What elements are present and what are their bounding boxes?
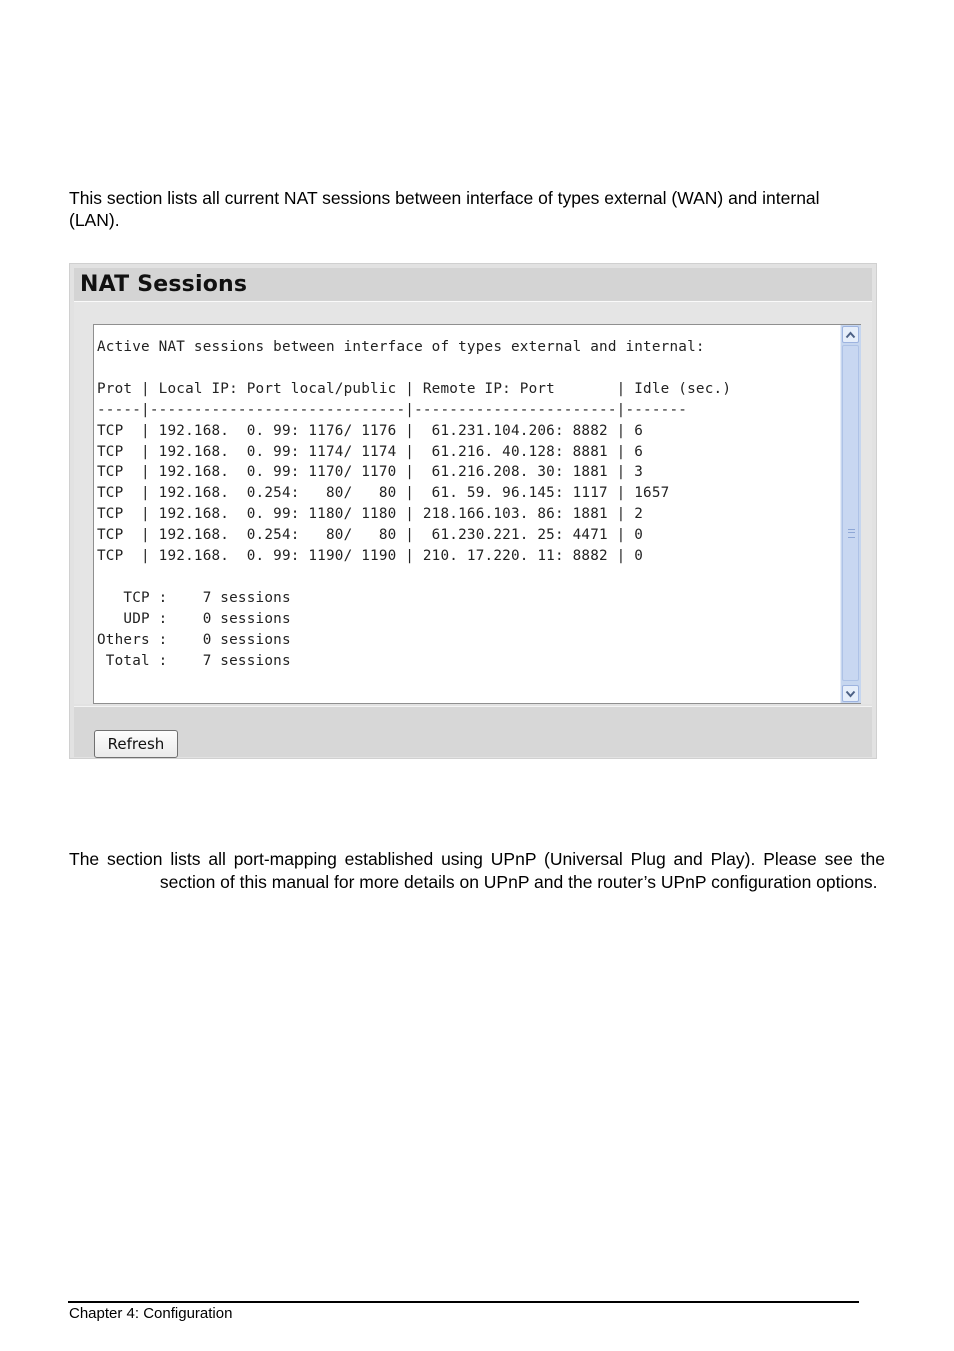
footer-rule — [68, 1301, 859, 1303]
panel-title: NAT Sessions — [80, 272, 248, 297]
upnp-paragraph-part2: section of this manual for more details on UPnP and the router’s UPnP configuration options. — [159, 871, 878, 892]
refresh-button[interactable]: Refresh — [94, 730, 178, 758]
panel-footer — [74, 706, 872, 757]
footer-chapter: Chapter 4: Configuration — [69, 1305, 233, 1322]
upnp-paragraph — [69, 848, 885, 893]
scroll-up-button[interactable] — [842, 326, 859, 343]
intro-paragraph: This section lists all current NAT sessions between interface of types external (WAN) and internal (LAN). — [69, 188, 820, 230]
vertical-scrollbar[interactable] — [840, 325, 861, 703]
upnp-paragraph-part1: The section lists all port-mapping established using UPnP (Universal Plug and Play). Please see the — [69, 849, 885, 869]
scroll-thumb[interactable] — [842, 345, 859, 681]
grip-icon — [848, 529, 855, 538]
panel-header — [74, 268, 872, 302]
nat-sessions-text: Active NAT sessions between interface of types external and internal: Prot | Local IP: Port local/public | Remote IP: Port | Idle (sec.) -----|-----------------------------|-----------------------|------- TCP | 192.168. 0. 99: 1176/ 1176 | 61.231.104.206: 8882 | 6 TCP | 192.168. 0. 99: 1174/ 1174 | 61.216. 40.128: 8881 | 6 TCP | 192.168. 0. 99: 1170/ 1170 | 61.216.208. 30: 1881 | 3 TCP | 192.168. 0.254: 80/ 80 | 61. 59. 96.145: 1117 | 1657 TCP | 192.168. 0. 99: 1180/ 1180 | 218.166.103. 86: 1881 | 2 TCP | 192.168. 0.254: 80/ 80 | 61.230.221. 25: 4471 | 0 TCP | 192.168. 0. 99: 1190/ 1190 | 210. 17.220. 11: 8882 | 0 TCP : 7 sessions UDP : 0 sessions Others : 0 sessions Total : 7 sessions — [97, 339, 732, 669]
panel-body — [74, 302, 872, 704]
nat-sessions-panel — [69, 263, 877, 759]
chevron-down-icon — [845, 690, 856, 698]
scroll-down-button[interactable] — [842, 685, 859, 702]
nat-sessions-textarea[interactable] — [93, 324, 861, 704]
chevron-up-icon — [845, 331, 856, 339]
